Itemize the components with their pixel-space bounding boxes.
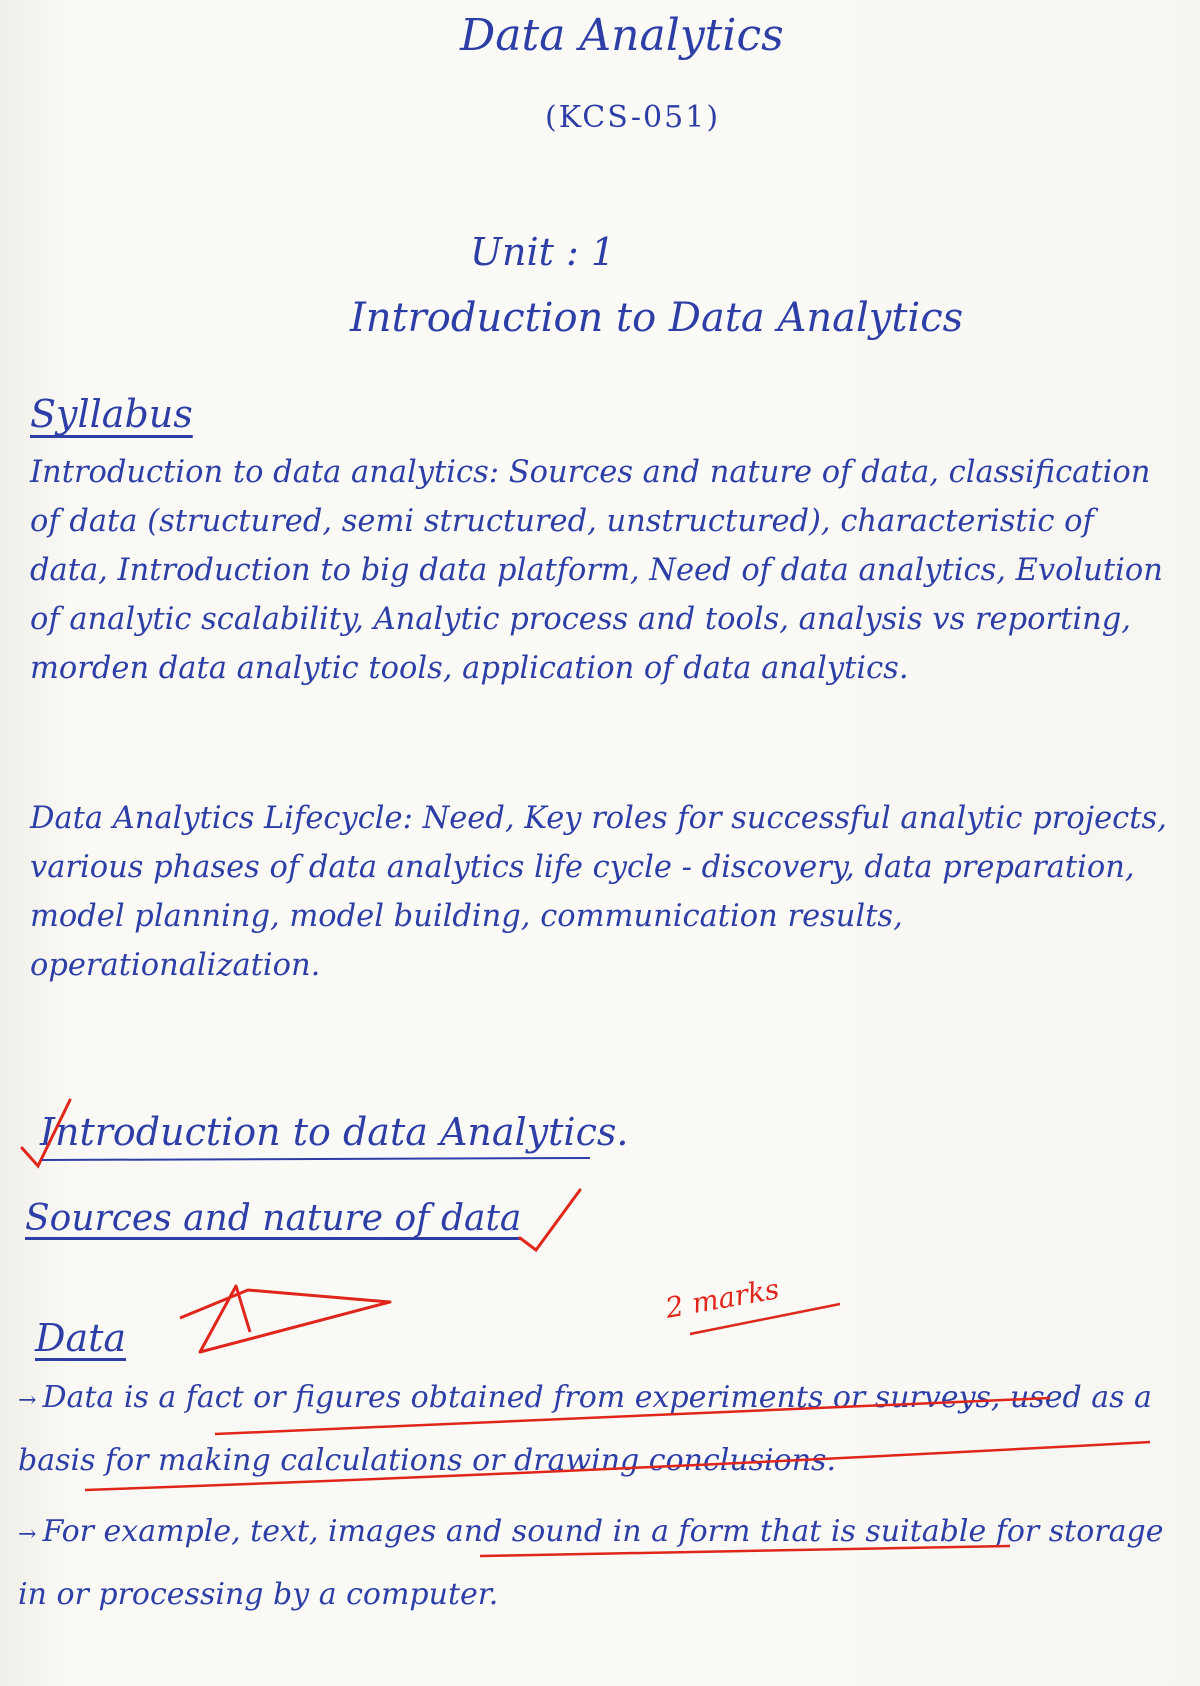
bullet-arrow-icon: → xyxy=(18,1388,37,1413)
tick-mark-icon xyxy=(22,1100,70,1166)
syllabus-paragraph-1: Introduction to data analytics: Sources and nature of data, classification of data (structured, semi structured, unstructured), characteristic of data, Introduction to big data platform, Need of data analytics, Evolution of analytic scalability, Analytic process and tools, analysis vs reporting, morden data analytic tools, application of data analytics. xyxy=(30,455,1163,686)
highlight-underline xyxy=(85,1442,1150,1490)
data-heading: Data xyxy=(35,1316,127,1360)
course-code: (KCS-051) xyxy=(545,100,721,135)
highlight-underline xyxy=(480,1546,1010,1556)
marks-annotation: 2 marks xyxy=(663,1272,782,1325)
bullet-arrow-icon: → xyxy=(18,1522,37,1547)
bullet-text-2: For example, text, images and sound in a form that is suitable for storage in or processing by a computer. xyxy=(18,1514,1164,1612)
section-underline xyxy=(42,1158,590,1160)
syllabus-heading: Syllabus xyxy=(30,392,193,436)
unit-label: Unit : 1 xyxy=(470,230,616,274)
bullet-text-1: Data is a fact or figures obtained from experiments or surveys, used as a basis for making calculations or drawing conclusions. xyxy=(18,1380,1152,1478)
subsection-heading: Sources and nature of data xyxy=(25,1198,522,1239)
section-heading: Introduction to data Analytics. xyxy=(40,1110,629,1154)
page-title: Data Analytics xyxy=(460,10,784,61)
star-mark-icon xyxy=(180,1286,390,1352)
tick-mark-icon xyxy=(520,1190,580,1250)
highlight-underline xyxy=(215,1398,1050,1434)
marks-underline xyxy=(690,1304,840,1334)
syllabus-paragraph-2: Data Analytics Lifecycle: Need, Key roles for successful analytic projects, various phases of data analytics life cycle - discovery, data preparation, model planning, model building, communication results, operationalization. xyxy=(30,801,1167,983)
unit-title: Introduction to Data Analytics xyxy=(350,295,964,341)
